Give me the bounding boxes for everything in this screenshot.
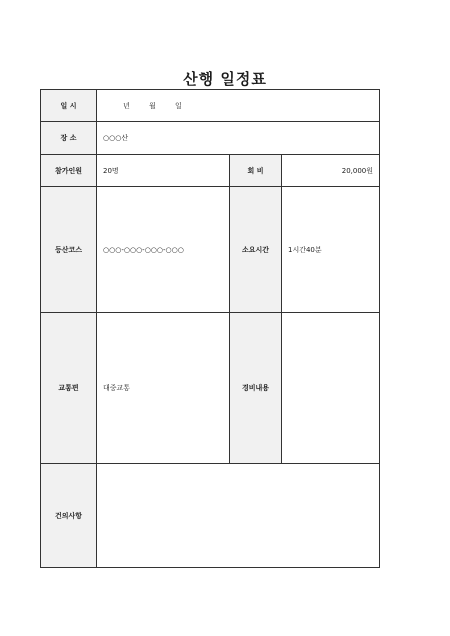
participants-row bbox=[41, 155, 380, 187]
course-row bbox=[41, 187, 380, 313]
notes-row bbox=[41, 464, 380, 568]
expense-label: 경비내용 bbox=[230, 313, 282, 464]
place-value[interactable]: ○○○산 bbox=[97, 122, 380, 155]
place-row bbox=[41, 122, 380, 155]
expense-value[interactable] bbox=[282, 313, 380, 464]
course-value[interactable]: ○○○-○○○-○○○-○○○ bbox=[97, 187, 230, 313]
place-label: 장 소 bbox=[41, 122, 97, 155]
participants-value[interactable]: 20명 bbox=[97, 155, 230, 187]
day-unit: 일 bbox=[175, 101, 182, 110]
schedule-table bbox=[40, 89, 380, 568]
document-title: 산행 일정표 bbox=[183, 70, 267, 88]
fee-value[interactable]: 20,000원 bbox=[282, 155, 380, 187]
fee-label: 회 비 bbox=[230, 155, 282, 187]
date-row bbox=[41, 90, 380, 122]
notes-label: 건의사항 bbox=[41, 464, 97, 568]
month-unit: 월 bbox=[149, 101, 156, 110]
participants-label: 참가인원 bbox=[41, 155, 97, 187]
transport-label: 교통편 bbox=[41, 313, 97, 464]
date-value[interactable] bbox=[97, 90, 380, 122]
transport-row bbox=[41, 313, 380, 464]
year-unit: 년 bbox=[123, 101, 130, 110]
date-label: 일 시 bbox=[41, 90, 97, 122]
course-label: 등산코스 bbox=[41, 187, 97, 313]
notes-value[interactable] bbox=[97, 464, 380, 568]
transport-value[interactable]: 대중교통 bbox=[97, 313, 230, 464]
duration-value[interactable]: 1시간40분 bbox=[282, 187, 380, 313]
duration-label: 소요시간 bbox=[230, 187, 282, 313]
